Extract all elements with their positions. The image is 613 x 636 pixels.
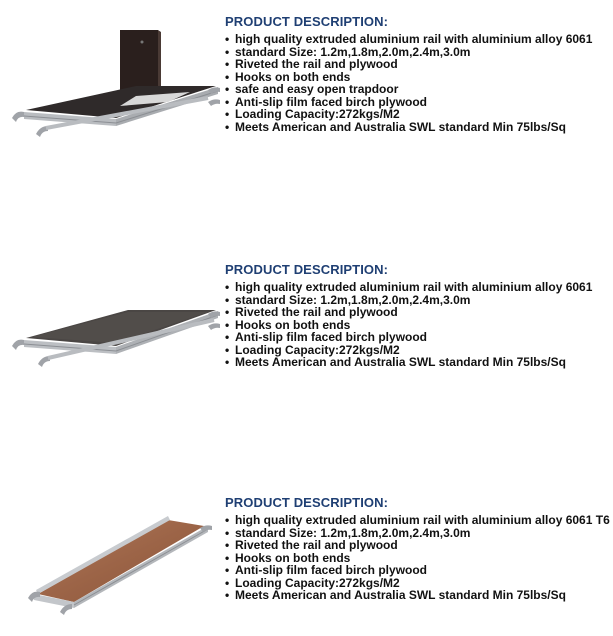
feature-item: • Riveted the rail and plywood bbox=[225, 58, 610, 71]
product-block-wood-platform bbox=[0, 470, 613, 636]
feature-item: • high quality extruded aluminium rail with aluminium alloy 6061 bbox=[225, 281, 610, 294]
feature-item: • high quality extruded aluminium rail with aluminium alloy 6061 bbox=[225, 33, 610, 46]
feature-item: • Loading Capacity:272kgs/M2 bbox=[225, 108, 610, 121]
feature-list bbox=[225, 514, 610, 602]
feature-item: • Anti-slip film faced birch plywood bbox=[225, 331, 610, 344]
feature-item: • Hooks on both ends bbox=[225, 552, 610, 565]
feature-item: • Meets American and Australia SWL standard Min 75lbs/Sq bbox=[225, 356, 610, 369]
product-description bbox=[225, 14, 610, 133]
product-description-title: PRODUCT DESCRIPTION: bbox=[225, 495, 389, 510]
product-description-title: PRODUCT DESCRIPTION: bbox=[225, 262, 389, 277]
wood-platform-image bbox=[8, 490, 222, 630]
feature-item: • Meets American and Australia SWL standard Min 75lbs/Sq bbox=[225, 121, 610, 134]
feature-list bbox=[225, 281, 610, 369]
trapdoor-platform-image bbox=[8, 20, 222, 150]
product-block-standard-platform bbox=[0, 240, 613, 410]
feature-item: • Anti-slip film faced birch plywood bbox=[225, 96, 610, 109]
feature-item: • Hooks on both ends bbox=[225, 319, 610, 332]
feature-item: • Loading Capacity:272kgs/M2 bbox=[225, 344, 610, 357]
standard-platform-image bbox=[8, 270, 222, 380]
feature-item: • Loading Capacity:272kgs/M2 bbox=[225, 577, 610, 590]
feature-item: • Riveted the rail and plywood bbox=[225, 306, 610, 319]
product-description-title: PRODUCT DESCRIPTION: bbox=[225, 14, 389, 29]
feature-item: • standard Size: 1.2m,1.8m,2.0m,2.4m,3.0m bbox=[225, 46, 610, 59]
feature-item: • safe and easy open trapdoor bbox=[225, 83, 610, 96]
product-description bbox=[225, 262, 610, 369]
feature-item: • standard Size: 1.2m,1.8m,2.0m,2.4m,3.0m bbox=[225, 527, 610, 540]
product-description bbox=[225, 495, 610, 602]
feature-item: • high quality extruded aluminium rail with aluminium alloy 6061 T6 bbox=[225, 514, 610, 527]
feature-item: • Riveted the rail and plywood bbox=[225, 539, 610, 552]
feature-item: • standard Size: 1.2m,1.8m,2.0m,2.4m,3.0m bbox=[225, 294, 610, 307]
feature-item: • Meets American and Australia SWL standard Min 75lbs/Sq bbox=[225, 589, 610, 602]
feature-item: • Anti-slip film faced birch plywood bbox=[225, 564, 610, 577]
product-block-trapdoor-platform bbox=[0, 0, 613, 200]
feature-list bbox=[225, 33, 610, 133]
feature-item: • Hooks on both ends bbox=[225, 71, 610, 84]
